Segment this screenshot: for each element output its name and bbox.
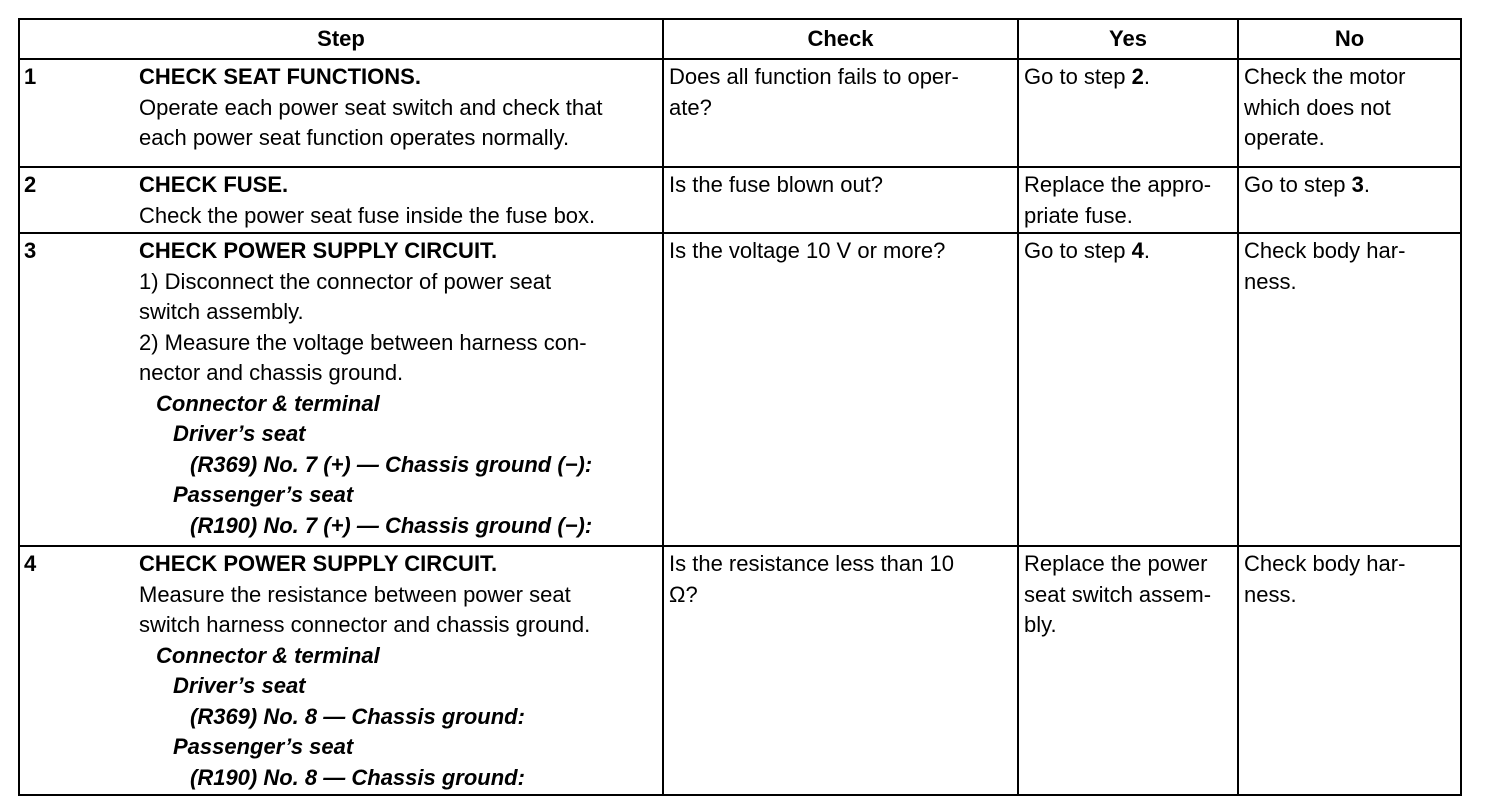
table-row: [19, 167, 1461, 233]
step-description: [139, 59, 663, 167]
step-title: CHECK FUSE.: [139, 172, 289, 197]
step-description: [139, 546, 663, 795]
yes-text: Go to step: [1024, 238, 1132, 263]
header-row: [19, 19, 1461, 59]
step-line: Check the power seat fuse inside the fuse box.: [139, 202, 596, 228]
step-number: 2: [19, 167, 139, 233]
step-number: 3: [19, 233, 139, 546]
step-title: CHECK POWER SUPPLY CIRCUIT.: [139, 238, 498, 263]
check-cell: [663, 167, 1018, 233]
yes-end: .: [1143, 64, 1150, 89]
check-line: Is the fuse blown out?: [669, 172, 884, 197]
yes-line: seat switch assem-: [1024, 581, 1212, 607]
yes-cell: [1018, 167, 1238, 233]
driver-seat-label: Driver’s seat: [173, 421, 306, 446]
connector-terminal-heading: Connector & terminal: [156, 390, 380, 416]
passenger-seat-terminal: (R190) No. 7 (+) — Chassis ground (−):: [190, 512, 593, 538]
driver-seat-label: Driver’s seat: [173, 673, 306, 698]
passenger-seat-terminal: (R190) No. 8 — Chassis ground:: [190, 764, 525, 790]
yes-cell: [1018, 233, 1238, 546]
check-line: Ω?: [669, 581, 698, 607]
yes-line: priate fuse.: [1024, 202, 1133, 228]
no-cell: [1238, 59, 1461, 167]
no-text: Go to step: [1244, 172, 1352, 197]
yes-cell: [1018, 59, 1238, 167]
step-line: switch harness connector and chassis ground.: [139, 612, 591, 637]
header-no: No: [1238, 19, 1461, 59]
no-cell: [1238, 546, 1461, 795]
step-line: switch assembly.: [139, 299, 304, 324]
no-step-ref: 3: [1351, 172, 1364, 197]
no-line: ness.: [1244, 268, 1297, 294]
driver-seat-terminal: (R369) No. 7 (+) — Chassis ground (−):: [190, 451, 593, 477]
step-number: 1: [19, 59, 139, 167]
connector-terminal-heading: Connector & terminal: [156, 642, 380, 668]
no-cell: [1238, 167, 1461, 233]
yes-cell: [1018, 546, 1238, 795]
check-cell: [663, 59, 1018, 167]
yes-line: Replace the appro-: [1024, 172, 1212, 197]
passenger-seat-label: Passenger’s seat: [173, 482, 354, 507]
check-line: Is the voltage 10 V or more?: [669, 238, 946, 263]
step-line: 1) Disconnect the connector of power seat: [139, 268, 552, 294]
check-cell: [663, 546, 1018, 795]
no-line: ness.: [1244, 581, 1297, 607]
diagnostic-table: [18, 18, 1462, 796]
yes-end: .: [1143, 238, 1150, 263]
no-cell: [1238, 233, 1461, 546]
check-line: Is the resistance less than 10: [669, 551, 954, 576]
check-line: Does all function fails to oper-: [669, 64, 959, 89]
step-description: [139, 233, 663, 546]
no-line: which does not: [1244, 94, 1391, 120]
driver-seat-terminal: (R369) No. 8 — Chassis ground:: [190, 703, 525, 729]
no-end: .: [1363, 172, 1370, 197]
step-line: each power seat function operates normally.: [139, 125, 570, 150]
yes-text: Go to step: [1024, 64, 1132, 89]
step-line: 2) Measure the voltage between harness con-: [139, 329, 587, 355]
no-line: Check body har-: [1244, 238, 1406, 263]
table-row: [19, 59, 1461, 167]
passenger-seat-label: Passenger’s seat: [173, 734, 354, 759]
table-row: [19, 546, 1461, 795]
step-line: Operate each power seat switch and check that: [139, 94, 603, 120]
no-line: Check the motor: [1244, 64, 1406, 89]
step-line: Measure the resistance between power seat: [139, 581, 571, 607]
step-title: CHECK POWER SUPPLY CIRCUIT.: [139, 551, 498, 576]
check-line: ate?: [669, 94, 712, 120]
yes-line: bly.: [1024, 612, 1057, 637]
no-line: operate.: [1244, 125, 1325, 150]
yes-line: Replace the power: [1024, 551, 1208, 576]
header-yes: Yes: [1018, 19, 1238, 59]
header-step: Step: [19, 19, 663, 59]
no-line: Check body har-: [1244, 551, 1406, 576]
table-row: [19, 233, 1461, 546]
step-number: 4: [19, 546, 139, 795]
yes-step-ref: 4: [1131, 238, 1144, 263]
step-description: [139, 167, 663, 233]
step-line: nector and chassis ground.: [139, 360, 404, 385]
header-check: Check: [663, 19, 1018, 59]
check-cell: [663, 233, 1018, 546]
step-title: CHECK SEAT FUNCTIONS.: [139, 64, 421, 89]
yes-step-ref: 2: [1131, 64, 1144, 89]
